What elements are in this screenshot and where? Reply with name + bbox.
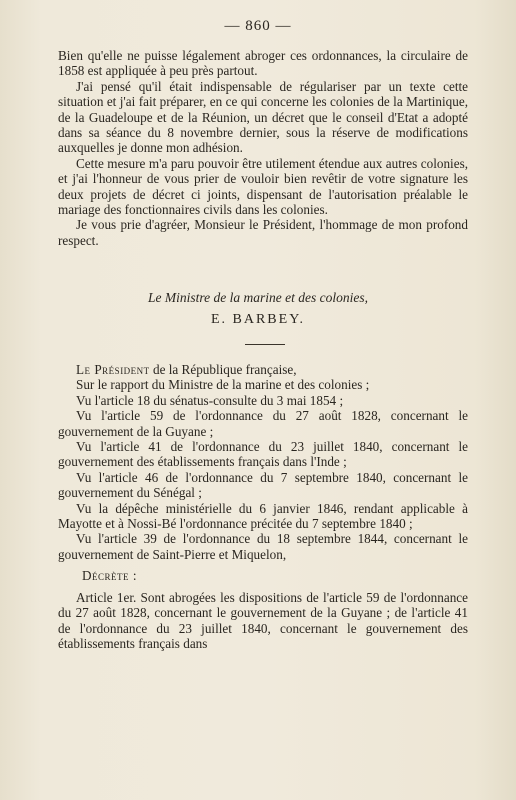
article-1 bbox=[58, 590, 468, 652]
president-label: Le Président bbox=[76, 362, 150, 377]
section-divider bbox=[245, 344, 285, 345]
decree-opening bbox=[58, 362, 468, 377]
page-number: — 860 — bbox=[224, 18, 292, 34]
decree-body bbox=[58, 362, 468, 651]
consideration-3: Vu l'article 59 de l'ordonnance du 27 août 1828, concernant le gouvernement de la Guyane ; bbox=[58, 408, 468, 439]
signature-name: E. BARBEY. bbox=[210, 312, 306, 327]
letter-paragraph-1: Bien qu'elle ne puisse légalement abroger ces ordonnances, la circulaire de 1858 est appliquée à peu près partout. bbox=[58, 48, 468, 79]
letter-body bbox=[58, 48, 468, 248]
consideration-7: Vu l'article 39 de l'ordonnance du 18 septembre 1844, concernant le gouvernement de Saint-Pierre et Miquelon, bbox=[58, 531, 468, 562]
consideration-1: Sur le rapport du Ministre de la marine et des colonies ; bbox=[76, 377, 370, 393]
signature-title: Le Ministre de la marine et des colonies, bbox=[148, 290, 368, 305]
article-1-text: Sont abrogées les dispositions de l'article 59 de l'ordonnance du 27 août 1828, concernant le gouvernement de la Guyane ; de l'article 41 de l'ordonnance du 23 juillet 1840, concernant le gouvernement des établissements français dans bbox=[58, 589, 468, 651]
article-1-label: Article 1er. bbox=[76, 589, 137, 605]
consideration-4: Vu l'article 41 de l'ordonnance du 23 juillet 1840, concernant le gouvernement des établissements français dans l'Inde ; bbox=[58, 439, 468, 470]
letter-paragraph-2: J'ai pensé qu'il était indispensable de régulariser par un texte cette situation et j'ai fait préparer, en ce qui concerne les colonies de la Martinique, de la Guadeloupe et de la Réunion, un décret que le conseil d'Etat a adopté dans sa séance du 8 novembre dernier, sous la réserve de modifications auxquelles je donne mon adhésion. bbox=[58, 78, 468, 156]
decree-opening-rest: de la République française, bbox=[149, 362, 297, 377]
letter-paragraph-3: Cette mesure m'a paru pouvoir être utilement étendue aux autres colonies, et j'ai l'honneur de vous prier de vouloir bien revêtir de votre signature les deux projets de décret ci joints, dispensant de l'autorisation préalable le mariage des fonctionnaires civils dans les colonies. bbox=[58, 155, 468, 218]
letter-paragraph-4: Je vous prie d'agréer, Monsieur le Président, l'hommage de mon profond respect. bbox=[58, 217, 468, 248]
decrete-label: Décrète : bbox=[82, 568, 137, 584]
consideration-5: Vu l'article 46 de l'ordonnance du 7 septembre 1840, concernant le gouvernement du Sénégal ; bbox=[58, 469, 468, 501]
consideration-6: Vu la dépêche ministérielle du 6 janvier 1846, rendant applicable à Mayotte et à Nossi-Bé l'ordonnance précitée du 7 septembre 1840 ; bbox=[58, 500, 468, 532]
consideration-2: Vu l'article 18 du sénatus-consulte du 3 mai 1854 ; bbox=[76, 392, 344, 408]
